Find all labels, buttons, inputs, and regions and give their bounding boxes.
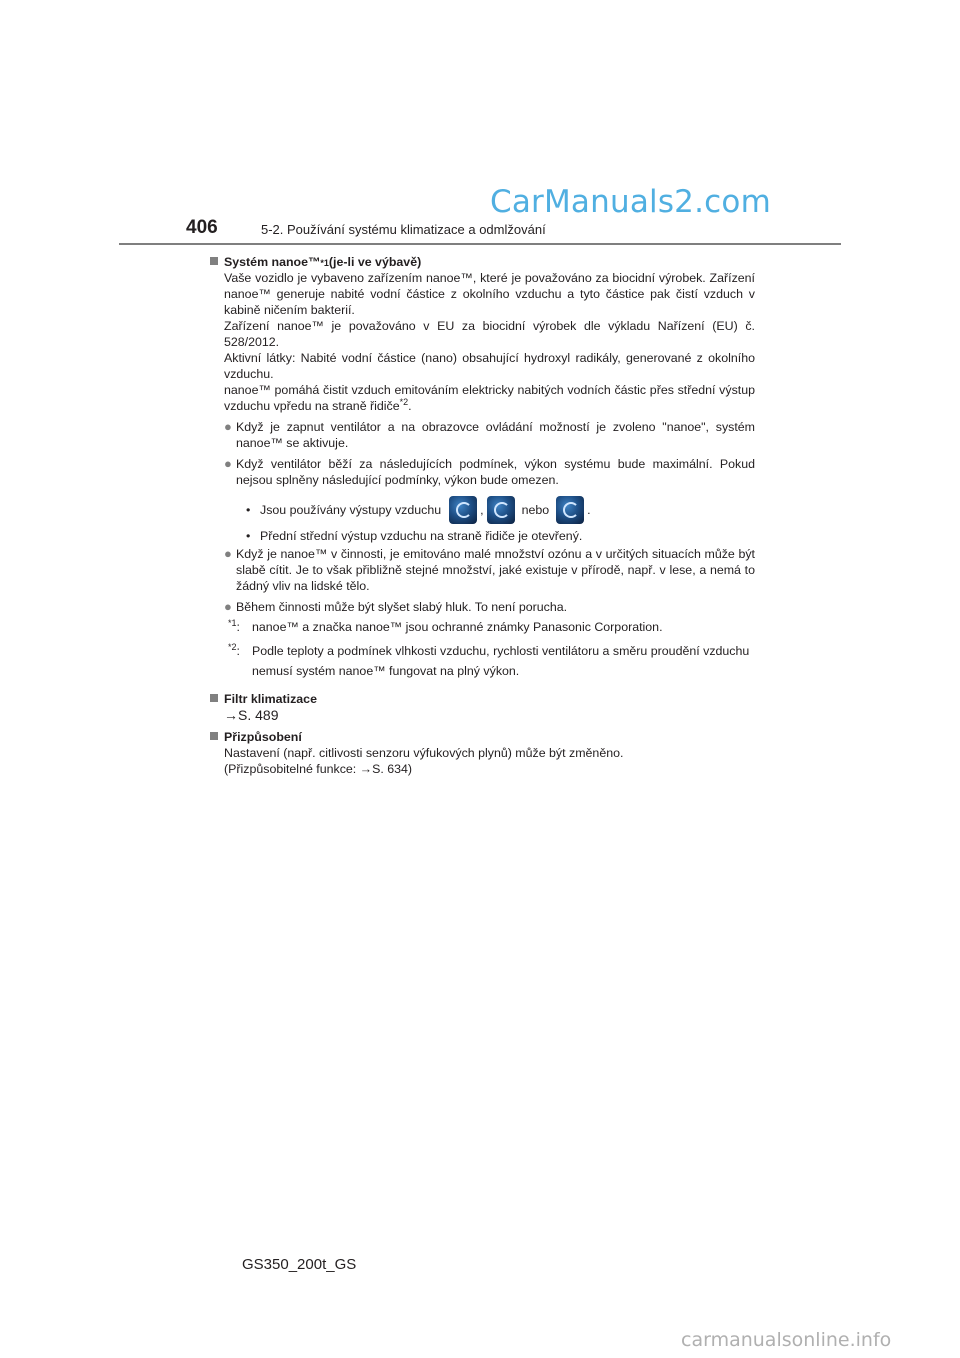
nanoe-p4-text: nanoe™ pomáhá čistit vzduch emitováním elektricky nabitých vodních částic přes střední výstup vzduchu vpředu na straně řidiče: [224, 383, 755, 413]
square-marker-icon: [210, 694, 218, 702]
section-title-nanoe: Systém nanoe™ *1 (je-li ve výbavě): [210, 254, 755, 270]
bullet-text-1: Když je zapnut ventilátor a na obrazovce ovládání možností je zvoleno "nanoe", systém nanoe™ se aktivuje.: [236, 420, 755, 450]
section-title-filter: [210, 691, 755, 707]
bullet-item: [210, 419, 755, 451]
custom-paragraph-2[interactable]: (Přizpůsobitelné funkce: →S. 634): [224, 762, 413, 776]
sub-text-front-vent: Přední střední výstup vzduchu na straně řidiče je otevřený.: [260, 529, 583, 543]
bullet-item: [210, 599, 755, 615]
air-vent-icon: [487, 496, 515, 524]
custom-title: Přizpůsobení: [224, 730, 302, 744]
filter-title: Filtr klimatizace: [224, 692, 317, 706]
footer-model-code: GS350_200t_GS: [242, 1256, 357, 1273]
footnote-ref-2: *2: [399, 396, 409, 407]
sub-item-vents: [210, 496, 755, 524]
nanoe-paragraph-1: Vaše vozidlo je vybaveno zařízením nanoe™, které je považováno za biocidní výrobek. Zařízení nanoe™ generuje nabité vodní částice z okolního vzduchu a tyto částice pak čistí vzduch v kabině ničením bakterií.: [224, 271, 755, 317]
vent-separator: ,: [480, 503, 484, 517]
sub-bullet-marker: •: [246, 529, 251, 543]
air-vent-icon: [449, 496, 477, 524]
footnote-text-1: nanoe™ a značka nanoe™ jsou ochranné známky Panasonic Corporation.: [252, 620, 663, 634]
nanoe-paragraph-3: Aktivní látky: Nabité vodní částice (nano) obsahující hydroxyl radikály, generované z okolního vzduchu.: [224, 351, 755, 381]
square-marker-icon: [210, 257, 218, 265]
nanoe-title-b: (je-li ve výbavě): [328, 255, 422, 269]
nanoe-p4-end: .: [408, 399, 412, 413]
header-divider: [119, 243, 841, 245]
watermark-carmanualsonline: carmanualsonline.info: [681, 1329, 892, 1351]
vent-or: nebo: [521, 503, 550, 517]
filter-page-ref[interactable]: →S. 489: [224, 707, 279, 723]
nanoe-paragraph-2: Zařízení nanoe™ je považováno v EU za biocidní výrobek dle výkladu Nařízení (EU) č. 528/2012.: [224, 319, 755, 349]
footnote-text-2: Podle teploty a podmínek vlhkosti vzduchu, rychlosti ventilátoru a směru proudění vzduchu nemusí systém nanoe™ fungovat na plný výkon.: [252, 644, 750, 678]
circle-bullet-icon: ●: [224, 419, 232, 434]
page-content: [210, 254, 755, 777]
page-number: 406: [186, 217, 218, 238]
circle-bullet-icon: ●: [224, 546, 232, 561]
section-title-customization: [210, 729, 755, 745]
nanoe-title-a: Systém nanoe™: [224, 255, 321, 269]
nanoe-paragraph-4: [210, 382, 755, 414]
footnote-1: [210, 619, 755, 635]
bullet-text-3: Když je nanoe™ v činnosti, je emitováno malé množství ozónu a v určitých situacích může být slabě cítit. Je to však přibližně stejné množství, jaké existuje v přírodě, např. v lese, a nemá to žádný vliv na lidské tělo.: [236, 547, 755, 593]
bullet-item: [210, 456, 755, 488]
custom-paragraph-1: Nastavení (např. citlivosti senzoru výfukových plynů) může být změněno.: [224, 746, 624, 760]
watermark-carmanuals2: CarManuals2.com: [490, 184, 771, 220]
bullet-text-4: Během činnosti může být slyšet slabý hluk. To není porucha.: [236, 600, 568, 614]
footnote-mark-1: $^{*1}$:: [228, 617, 240, 634]
bullet-text-2: Když ventilátor běží za následujících podmínek, výkon systému bude maximální. Pokud nejsou splněny následující podmínky, výkon bude omezen.: [236, 457, 755, 487]
sub-item-front-vent: [210, 528, 755, 544]
air-vent-icon: [556, 496, 584, 524]
sub-text-vents: Jsou používány výstupy vzduchu: [260, 503, 442, 517]
footnote-2: [210, 641, 755, 681]
sub-bullet-marker: •: [246, 503, 251, 517]
circle-bullet-icon: ●: [224, 599, 232, 614]
vent-end: .: [587, 503, 591, 517]
running-title: 5-2. Používání systému klimatizace a odmlžování: [261, 222, 546, 237]
square-marker-icon: [210, 732, 218, 740]
footnote-mark-2: $^{*2}$:: [228, 641, 240, 658]
bullet-item: [210, 546, 755, 594]
circle-bullet-icon: ●: [224, 456, 232, 471]
